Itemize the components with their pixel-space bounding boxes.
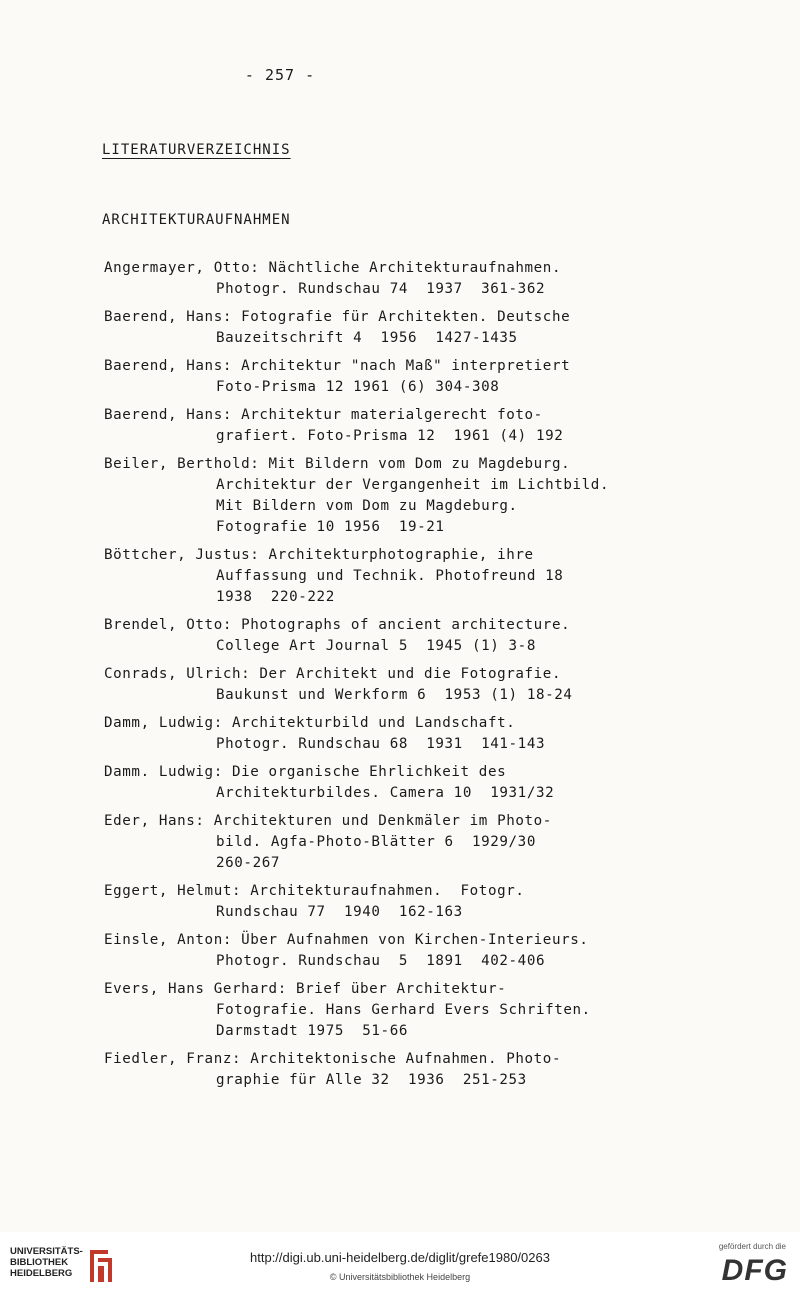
funding-note: gefördert durch die [718,1242,786,1251]
entry-first-line: Böttcher, Justus: Architekturphotographie, ihre [104,547,534,563]
entry-first-line: Damm. Ludwig: Die organische Ehrlichkeit des [104,764,507,780]
entry-first-line: Baerend, Hans: Architektur "nach Maß" interpretiert [104,358,571,374]
page-number: - 257 - [244,66,316,84]
bibliography-entry [104,930,704,972]
entry-continuation-line: Photogr. Rundschau 74 1937 361-362 [216,281,546,297]
bibliography-entry [104,979,704,1042]
entry-continuation-line: grafiert. Foto-Prisma 12 1961 (4) 192 [216,428,564,444]
bibliography-heading: LITERATURVERZEICHNIS [102,142,291,158]
entry-continuation-line: College Art Journal 5 1945 (1) 3-8 [216,638,536,654]
bibliography-entry [104,454,704,538]
entry-continuation-line: Baukunst und Werkform 6 1953 (1) 18-24 [216,687,573,703]
bibliography-entry [104,615,704,657]
entry-first-line: Damm, Ludwig: Architekturbild und Landschaft. [104,715,516,731]
bibliography-entry [104,811,704,874]
entry-continuation-line: Darmstadt 1975 51-66 [216,1023,408,1039]
entry-continuation-line: Photogr. Rundschau 68 1931 141-143 [216,736,546,752]
permalink-url[interactable]: http://digi.ub.uni-heidelberg.de/diglit/grefe1980/0263 [250,1250,550,1265]
entry-continuation-line: Architekturbildes. Camera 10 1931/32 [216,785,555,801]
entry-continuation-line: Photogr. Rundschau 5 1891 402-406 [216,953,546,969]
entry-continuation-line: Auffassung und Technik. Photofreund 18 [216,568,564,584]
bibliography-entry [104,545,704,608]
footer-bar [0,1232,800,1295]
bibliography-list [104,258,704,1098]
bibliography-entry [104,356,704,398]
bibliography-entry [104,762,704,804]
entry-first-line: Evers, Hans Gerhard: Brief über Architektur- [104,981,507,997]
bibliography-entry [104,307,704,349]
entry-first-line: Brendel, Otto: Photographs of ancient architecture. [104,617,571,633]
entry-continuation-line: Architektur der Vergangenheit im Lichtbild. [216,477,610,493]
entry-first-line: Baerend, Hans: Architektur materialgerecht foto- [104,407,543,423]
entry-continuation-line: graphie für Alle 32 1936 251-253 [216,1072,527,1088]
bibliography-entry [104,405,704,447]
entry-continuation-line: Rundschau 77 1940 162-163 [216,904,463,920]
entry-continuation-line: Mit Bildern vom Dom zu Magdeburg. [216,498,518,514]
entry-first-line: Fiedler, Franz: Architektonische Aufnahmen. Photo- [104,1051,562,1067]
entry-continuation-line: 260-267 [216,855,280,871]
entry-first-line: Einsle, Anton: Über Aufnahmen von Kirchen-Interieurs. [104,932,589,948]
dfg-logo[interactable]: DFG [721,1254,788,1287]
entry-continuation-line: Bauzeitschrift 4 1956 1427-1435 [216,330,518,346]
library-name: UNIVERSITÄTS- BIBLIOTHEK HEIDELBERG [10,1246,83,1279]
entry-first-line: Angermayer, Otto: Nächtliche Architekturaufnahmen. [104,260,562,276]
entry-first-line: Beiler, Berthold: Mit Bildern vom Dom zu Magdeburg. [104,456,571,472]
entry-first-line: Eder, Hans: Architekturen und Denkmäler im Photo- [104,813,552,829]
bibliography-entry [104,664,704,706]
entry-continuation-line: 1938 220-222 [216,589,335,605]
entry-continuation-line: Fotografie 10 1956 19-21 [216,519,445,535]
entry-continuation-line: Foto-Prisma 12 1961 (6) 304-308 [216,379,500,395]
bibliography-entry [104,1049,704,1091]
bibliography-entry [104,881,704,923]
section-heading: ARCHITEKTURAUFNAHMEN [102,212,291,228]
bibliography-entry [104,258,704,300]
entry-first-line: Eggert, Helmut: Architekturaufnahmen. Fotogr. [104,883,525,899]
entry-first-line: Baerend, Hans: Fotografie für Architekten. Deutsche [104,309,571,325]
entry-continuation-line: Fotografie. Hans Gerhard Evers Schriften. [216,1002,591,1018]
copyright-notice: © Universitätsbibliothek Heidelberg [329,1272,471,1282]
entry-continuation-line: bild. Agfa-Photo-Blätter 6 1929/30 [216,834,536,850]
bibliography-entry [104,713,704,755]
entry-first-line: Conrads, Ulrich: Der Architekt und die Fotografie. [104,666,562,682]
